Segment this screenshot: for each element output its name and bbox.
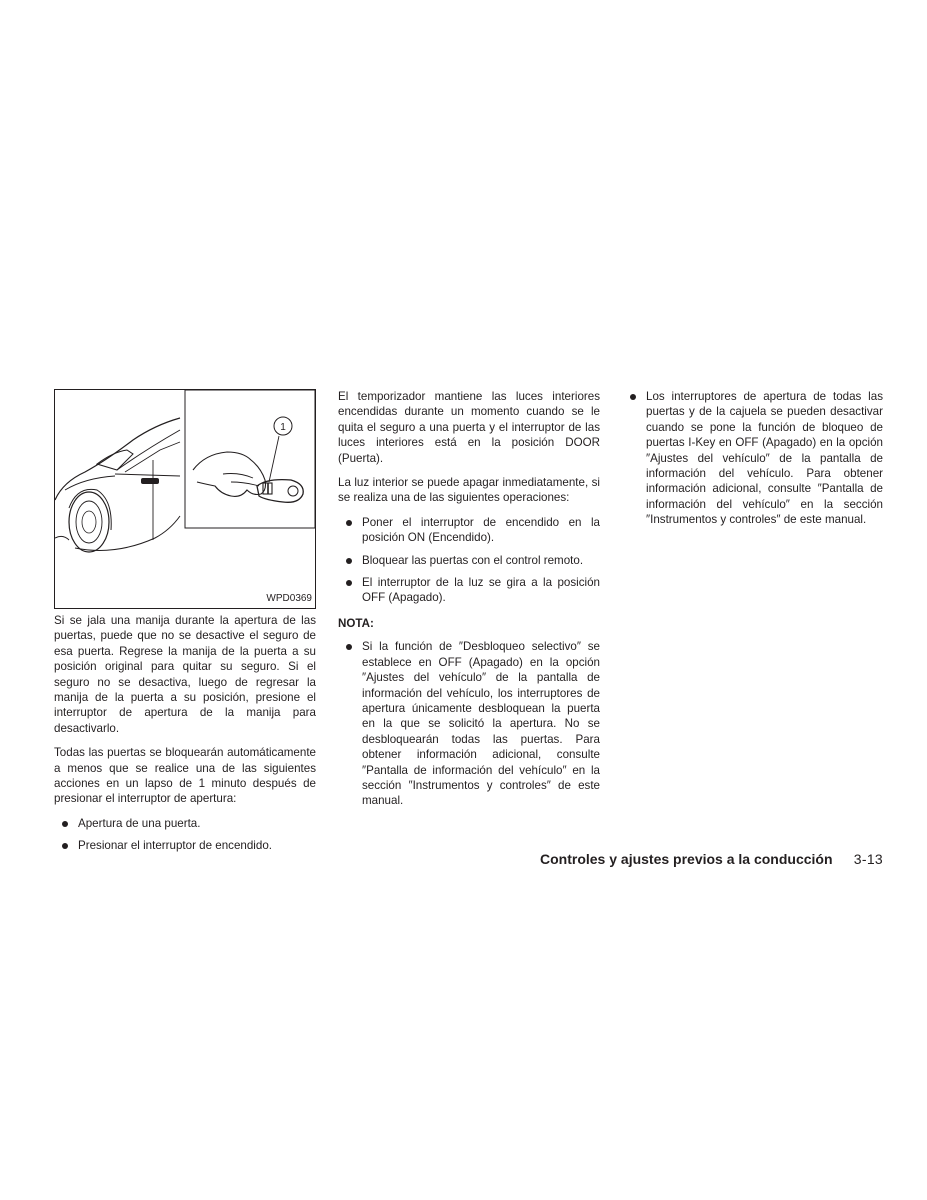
door-handle-illustration	[54, 389, 316, 609]
list-item: Presionar el interruptor de encendido.	[54, 838, 316, 853]
list-item: Bloquear las puertas con el control remoto.	[338, 553, 600, 568]
list-item: Si la función de ″Desbloqueo selectivo″ se establece en OFF (Apagado) en la opción ″Ajustes del vehículo″ de la pantalla de información del vehículo, los interruptores de apertura únicamente desbloquean la puerta en la que se solicitó la apertura. No se desbloquearán todas las puertas. Para obtener información adicional, consulte ″Pantalla de información del vehículo″ en la sección ″Instrumentos y controles″ de este manual.	[338, 639, 600, 808]
bullet-list	[627, 389, 883, 528]
figure-code: WPD0369	[266, 592, 312, 604]
list-item: El interruptor de la luz se gira a la posición OFF (Apagado).	[338, 575, 600, 606]
section-title: Controles y ajustes previos a la conducción	[540, 851, 833, 867]
paragraph: Todas las puertas se bloquearán automáticamente a menos que se realice una de las siguientes acciones en un lapso de 1 minuto después de presionar el interruptor de apertura:	[54, 746, 316, 806]
column-right	[627, 389, 883, 536]
paragraph: Si se jala una manija durante la apertura de las puertas, puede que no se desactive el seguro de esa puerta. Regrese la manija de la puerta a su posición original para quitar su seguro. Si el seguro no se desactiva, luego de regresar la manija de la puerta a su posición, presione el interruptor de apertura de la manija para desactivarlo.	[54, 614, 316, 735]
door-handle-icon	[141, 478, 159, 484]
note-list	[338, 639, 600, 808]
column-left	[54, 389, 316, 862]
list-item: Apertura de una puerta.	[54, 816, 316, 831]
list-item: Los interruptores de apertura de todas las puertas y de la cajuela se pueden desactivar cuando se pone la función de bloqueo de puertas I-Key en OFF (Apagado) en la opción ″Ajustes del vehículo″ de la pantalla de información del vehículo. Para obtener información adicional, consulte ″Pantalla de información del vehículo″ en la sección ″Instrumentos y controles″ de este manual.	[627, 389, 883, 528]
paragraph: La luz interior se puede apagar inmediatamente, si se realiza una de las siguientes operaciones:	[338, 476, 600, 505]
bullet-list	[54, 816, 316, 854]
note-heading: NOTA:	[338, 616, 374, 630]
page-number: 3-13	[853, 851, 883, 867]
car-door-handle-drawing	[55, 390, 315, 608]
bullet-list	[338, 515, 600, 606]
list-item: Poner el interruptor de encendido en la posición ON (Encendido).	[338, 515, 600, 546]
column-middle	[338, 389, 600, 817]
paragraph: El temporizador mantiene las luces interiores encendidas durante un momento cuando se le quita el seguro a una puerta y el interruptor de las luces interiores está en la posición DOOR (Puerta).	[338, 390, 600, 465]
page-footer	[540, 851, 883, 867]
callout-number: 1	[280, 422, 286, 433]
